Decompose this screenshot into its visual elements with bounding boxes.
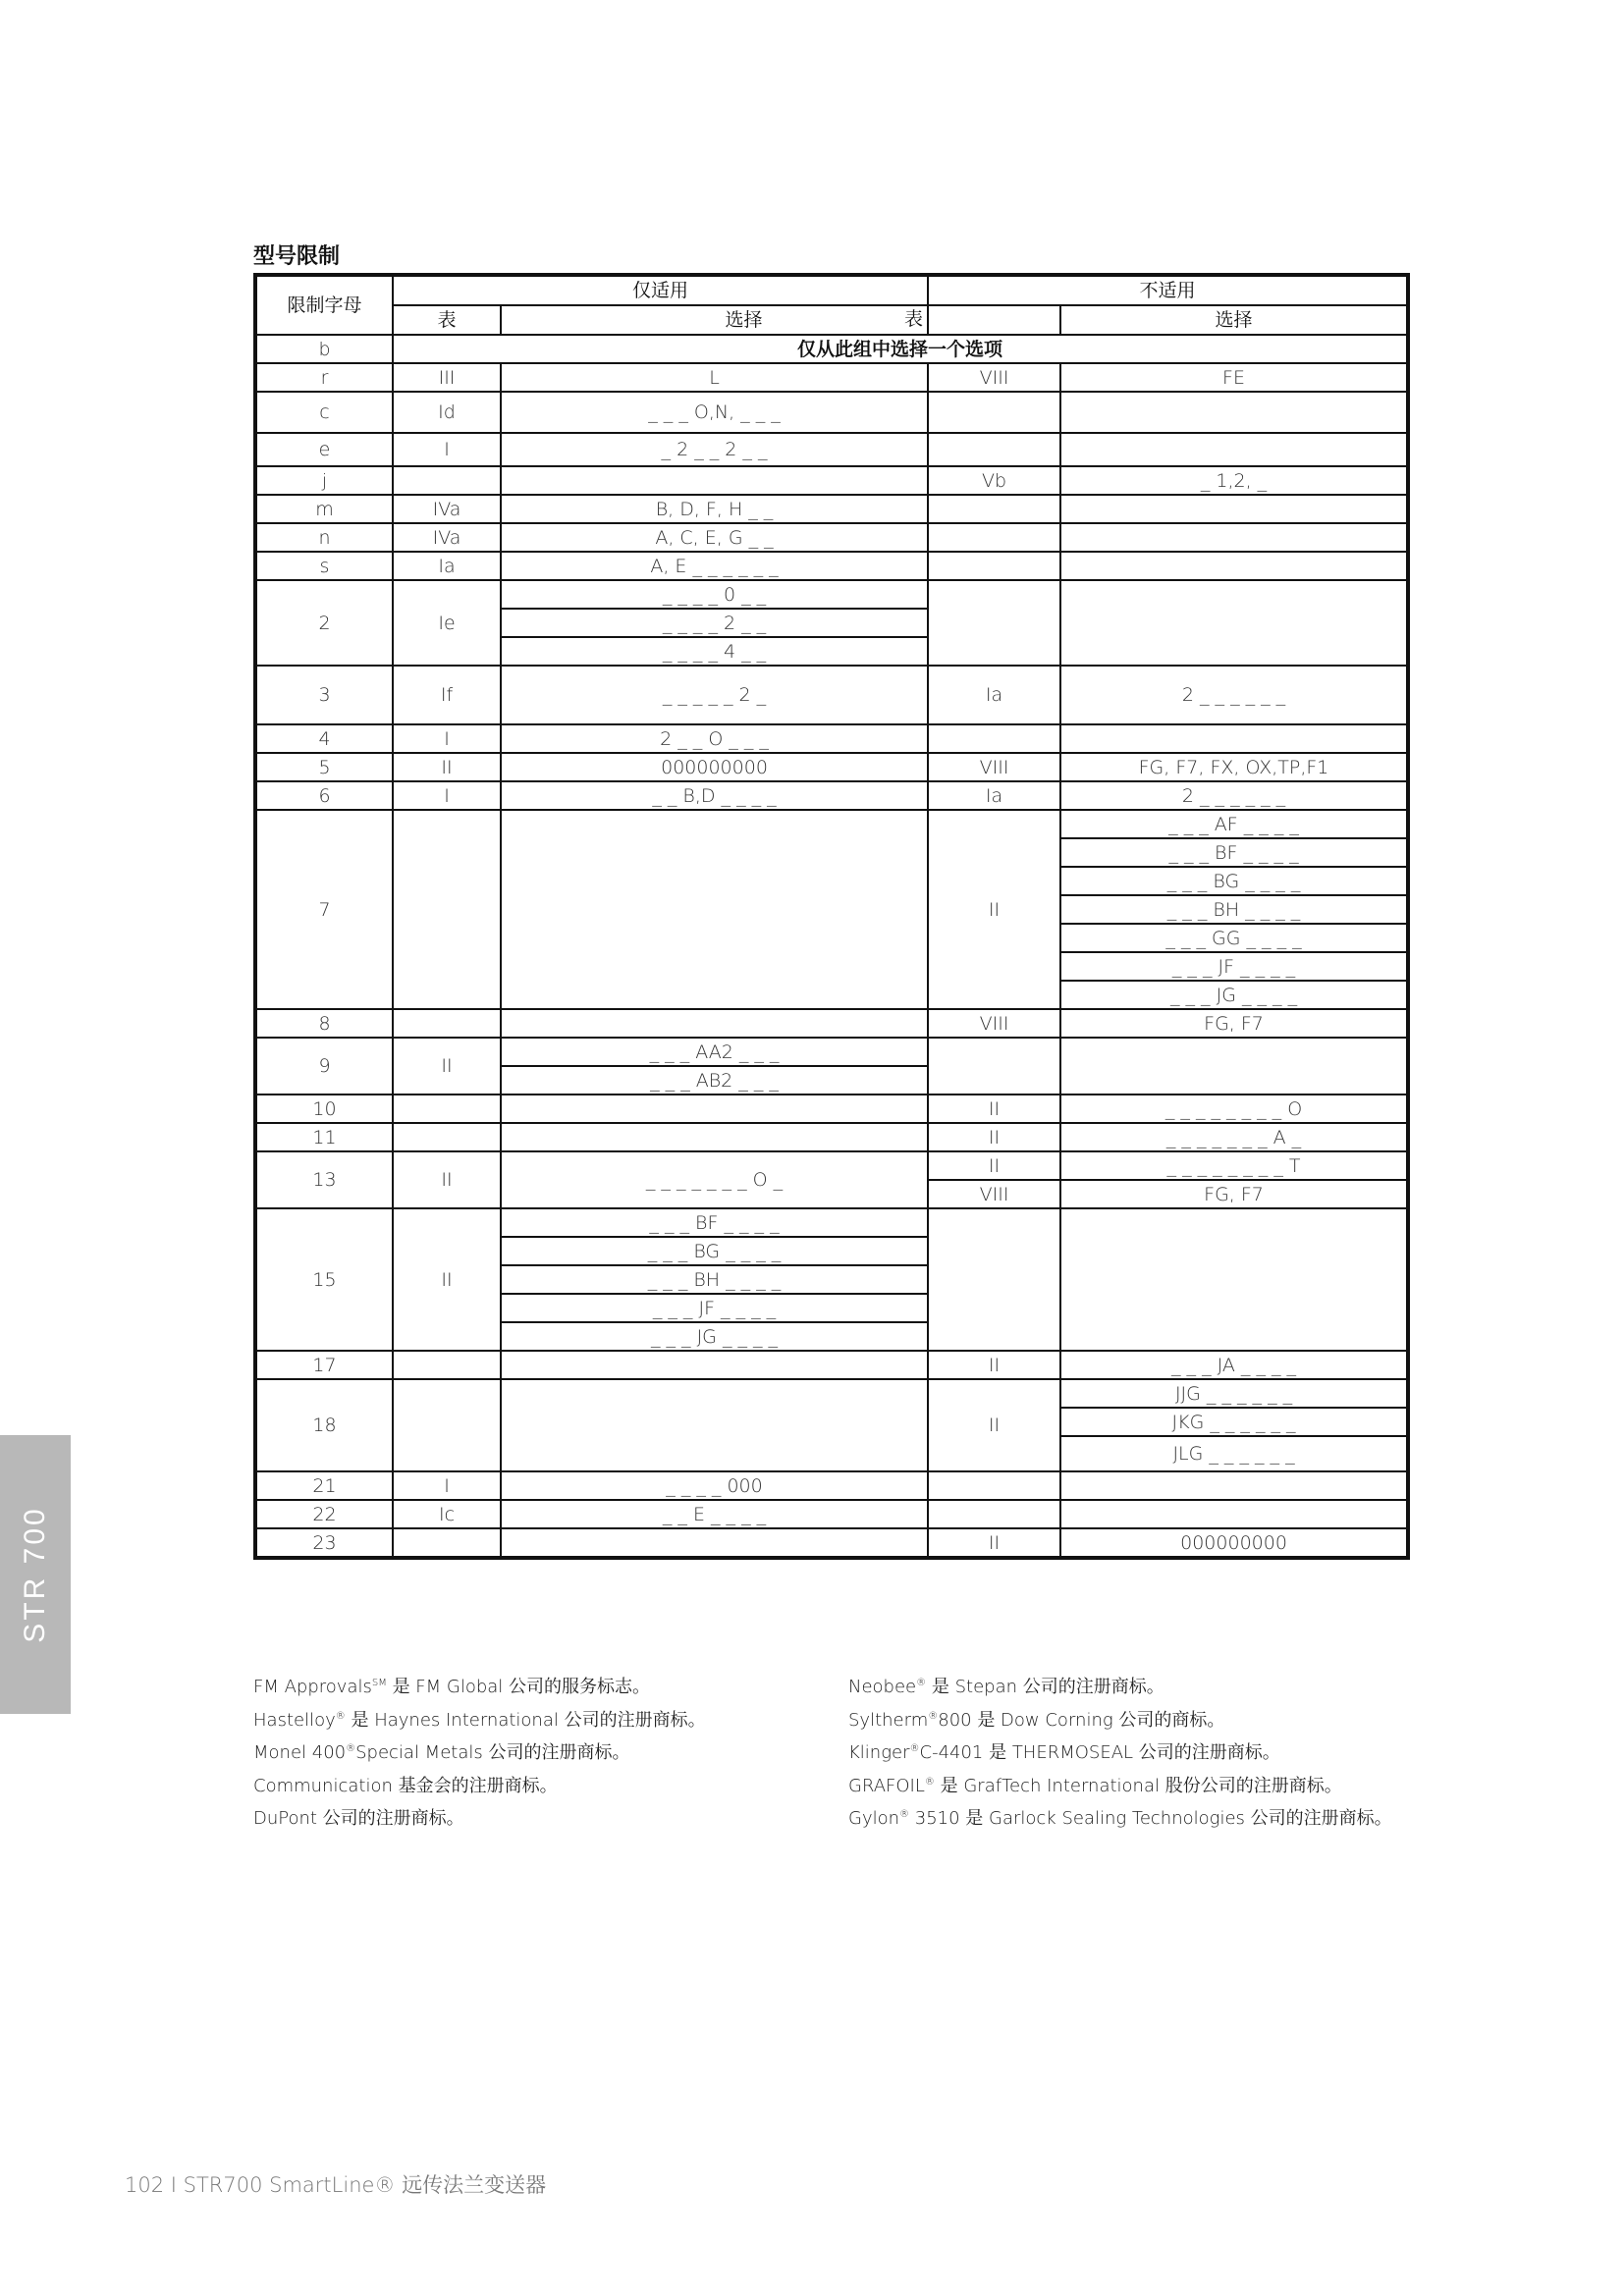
- header-not-applicable: 不适用: [928, 275, 1408, 305]
- trademark-note: Klinger®C-4401 是 THERMOSEAL 公司的注册商标。: [848, 1742, 1280, 1763]
- table-row: [255, 392, 1408, 433]
- restriction-letter: 22: [255, 1500, 393, 1528]
- applicable-selection: _ _ _ BH _ _ _ _: [501, 1265, 928, 1294]
- not-applicable-selection: 2 _ _ _ _ _ _: [1060, 781, 1408, 810]
- table-row: [255, 1351, 1408, 1379]
- applicable-selection: [501, 810, 928, 1009]
- restriction-letter: 13: [255, 1151, 393, 1208]
- not-applicable-selection: _ _ _ _ _ _ _ A _: [1060, 1123, 1408, 1151]
- not-applicable-selection: [1060, 552, 1408, 580]
- model-restrictions-table: [253, 273, 1410, 1560]
- table-row: [255, 495, 1408, 523]
- not-applicable-table: Ia: [928, 781, 1060, 810]
- applicable-table: [393, 1123, 501, 1151]
- header-not-applicable-selection: 选择: [1060, 305, 1408, 335]
- applicable-table: I: [393, 724, 501, 753]
- restriction-letter: m: [255, 495, 393, 523]
- restriction-letter: 15: [255, 1208, 393, 1351]
- applicable-selection: [501, 1009, 928, 1038]
- applicable-table: I: [393, 1471, 501, 1500]
- not-applicable-selection: [1060, 392, 1408, 433]
- not-applicable-table: [928, 433, 1060, 466]
- table-row: [255, 523, 1408, 552]
- not-applicable-selection: FE: [1060, 363, 1408, 392]
- restriction-letter: r: [255, 363, 393, 392]
- not-applicable-selection: _ _ _ BF _ _ _ _: [1060, 838, 1408, 867]
- restriction-letter: 11: [255, 1123, 393, 1151]
- table-row: [255, 1528, 1408, 1558]
- not-applicable-table: VIII: [928, 1180, 1060, 1208]
- table-row: [255, 433, 1408, 466]
- not-applicable-table: [928, 580, 1060, 666]
- applicable-selection: _ _ _ AB2 _ _ _: [501, 1066, 928, 1095]
- not-applicable-table: [928, 523, 1060, 552]
- applicable-selection: _ _ _ _ _ 2 _: [501, 666, 928, 724]
- restriction-letter: 2: [255, 580, 393, 666]
- table-row: [255, 1208, 1408, 1237]
- restriction-letter: 4: [255, 724, 393, 753]
- applicable-selection: _ _ _ O,N, _ _ _: [501, 392, 928, 433]
- restriction-letter: 7: [255, 810, 393, 1009]
- applicable-table: IVa: [393, 495, 501, 523]
- restriction-letter: e: [255, 433, 393, 466]
- not-applicable-selection: _ _ _ BG _ _ _ _: [1060, 867, 1408, 895]
- restriction-letter: 5: [255, 753, 393, 781]
- table-row: [255, 335, 1408, 363]
- side-tab: [0, 1435, 71, 1714]
- trademark-note: Communication 基金会的注册商标。: [253, 1775, 558, 1796]
- not-applicable-table: [928, 1500, 1060, 1528]
- not-applicable-selection: _ _ _ BH _ _ _ _: [1060, 895, 1408, 924]
- trademark-note: Monel 400®Special Metals 公司的注册商标。: [253, 1742, 630, 1763]
- not-applicable-selection: _ _ _ _ _ _ _ _ O: [1060, 1095, 1408, 1123]
- header-applicable-selection: [501, 305, 928, 335]
- table-row: [255, 1151, 1408, 1180]
- applicable-table: II: [393, 1038, 501, 1095]
- applicable-selection: [501, 1528, 928, 1558]
- not-applicable-selection: _ 1,2, _: [1060, 466, 1408, 495]
- not-applicable-selection: [1060, 495, 1408, 523]
- not-applicable-selection: FG, F7, FX, OX,TP,F1: [1060, 753, 1408, 781]
- not-applicable-selection: JKG _ _ _ _ _ _: [1060, 1408, 1408, 1436]
- applicable-selection: _ _ _ _ 2 _ _: [501, 609, 928, 637]
- table-subheader-row: [255, 305, 1408, 335]
- table-row: [255, 1095, 1408, 1123]
- not-applicable-table: II: [928, 810, 1060, 1009]
- applicable-selection: A, C, E, G _ _: [501, 523, 928, 552]
- applicable-table: [393, 810, 501, 1009]
- applicable-table: Ia: [393, 552, 501, 580]
- not-applicable-selection: _ _ _ _ _ _ _ _ T: [1060, 1151, 1408, 1180]
- not-applicable-table: II: [928, 1151, 1060, 1180]
- table-row: [255, 1123, 1408, 1151]
- restriction-letter: 10: [255, 1095, 393, 1123]
- table-row: [255, 363, 1408, 392]
- applicable-selection: _ _ B,D _ _ _ _: [501, 781, 928, 810]
- applicable-selection: _ _ _ JG _ _ _ _: [501, 1322, 928, 1351]
- not-applicable-table: VIII: [928, 1009, 1060, 1038]
- not-applicable-table: [928, 495, 1060, 523]
- applicable-selection: [501, 1379, 928, 1471]
- not-applicable-selection: [1060, 724, 1408, 753]
- trademark-note: GRAFOIL® 是 GrafTech International 股份公司的注册商标。: [848, 1775, 1342, 1796]
- applicable-table: [393, 1528, 501, 1558]
- not-applicable-selection: FG, F7: [1060, 1180, 1408, 1208]
- not-applicable-selection: [1060, 523, 1408, 552]
- applicable-selection: _ _ _ AA2 _ _ _: [501, 1038, 928, 1066]
- applicable-table: II: [393, 753, 501, 781]
- not-applicable-selection: [1060, 433, 1408, 466]
- restriction-note: 仅从此组中选择一个选项: [393, 335, 1408, 363]
- applicable-selection: 2 _ _ O _ _ _: [501, 724, 928, 753]
- table-header-row: [255, 275, 1408, 305]
- not-applicable-selection: [1060, 1500, 1408, 1528]
- not-applicable-table: [928, 552, 1060, 580]
- applicable-selection: L: [501, 363, 928, 392]
- not-applicable-selection: JLG _ _ _ _ _ _: [1060, 1436, 1408, 1471]
- applicable-table: II: [393, 1151, 501, 1208]
- applicable-selection: _ _ _ BG _ _ _ _: [501, 1237, 928, 1265]
- not-applicable-table: Ia: [928, 666, 1060, 724]
- applicable-table: IVa: [393, 523, 501, 552]
- applicable-selection: _ _ _ _ 0 _ _: [501, 580, 928, 609]
- applicable-selection: _ _ _ BF _ _ _ _: [501, 1208, 928, 1237]
- applicable-table: Id: [393, 392, 501, 433]
- not-applicable-selection: FG, F7: [1060, 1009, 1408, 1038]
- table-row: [255, 466, 1408, 495]
- applicable-selection: _ _ _ _ 000: [501, 1471, 928, 1500]
- applicable-selection: [501, 466, 928, 495]
- applicable-selection: 000000000: [501, 753, 928, 781]
- applicable-table: [393, 1351, 501, 1379]
- trademark-note: DuPont 公司的注册商标。: [253, 1808, 464, 1829]
- not-applicable-table: VIII: [928, 363, 1060, 392]
- restriction-letter: b: [255, 335, 393, 363]
- restriction-letter: 6: [255, 781, 393, 810]
- page-footer: 102 I STR700 SmartLine® 远传法兰变送器: [125, 2173, 547, 2197]
- table-row: [255, 781, 1408, 810]
- not-applicable-selection: [1060, 1208, 1408, 1351]
- not-applicable-selection: _ _ _ JF _ _ _ _: [1060, 952, 1408, 981]
- applicable-selection: [501, 1351, 928, 1379]
- not-applicable-table: [928, 392, 1060, 433]
- not-applicable-selection: 000000000: [1060, 1528, 1408, 1558]
- restriction-letter: 9: [255, 1038, 393, 1095]
- not-applicable-table: II: [928, 1351, 1060, 1379]
- applicable-selection: A, E _ _ _ _ _ _: [501, 552, 928, 580]
- not-applicable-selection: _ _ _ JG _ _ _ _: [1060, 981, 1408, 1009]
- restriction-letter: j: [255, 466, 393, 495]
- header-not-applicable-table: [928, 305, 1060, 335]
- not-applicable-table: II: [928, 1528, 1060, 1558]
- not-applicable-table: [928, 1208, 1060, 1351]
- not-applicable-selection: 2 _ _ _ _ _ _: [1060, 666, 1408, 724]
- not-applicable-selection: JJG _ _ _ _ _ _: [1060, 1379, 1408, 1408]
- applicable-selection: [501, 1123, 928, 1151]
- not-applicable-selection: _ _ _ JA _ _ _ _: [1060, 1351, 1408, 1379]
- restriction-letter: 18: [255, 1379, 393, 1471]
- section-title: 型号限制: [253, 244, 341, 269]
- not-applicable-selection: [1060, 1038, 1408, 1095]
- not-applicable-selection: _ _ _ AF _ _ _ _: [1060, 810, 1408, 838]
- applicable-table: II: [393, 1208, 501, 1351]
- applicable-table: Ic: [393, 1500, 501, 1528]
- trademark-note: Gylon® 3510 是 Garlock Sealing Technologies 公司的注册商标。: [848, 1808, 1392, 1829]
- header-table-label-right: 表: [904, 308, 924, 330]
- not-applicable-table: VIII: [928, 753, 1060, 781]
- applicable-table: [393, 1379, 501, 1471]
- side-tab-label: STR 700: [19, 1506, 51, 1643]
- not-applicable-table: [928, 1038, 1060, 1095]
- trademark-note: Neobee® 是 Stepan 公司的注册商标。: [848, 1677, 1164, 1697]
- restriction-letter: 17: [255, 1351, 393, 1379]
- trademark-note: Hastelloy® 是 Haynes International 公司的注册商标。: [253, 1709, 706, 1731]
- not-applicable-table: II: [928, 1379, 1060, 1471]
- applicable-selection: _ 2 _ _ 2 _ _: [501, 433, 928, 466]
- table-row: [255, 810, 1408, 838]
- trademark-notes-right: [848, 1671, 1392, 1836]
- trademark-note: FM Approvals℠ 是 FM Global 公司的服务标志。: [253, 1677, 651, 1697]
- restriction-letter: 8: [255, 1009, 393, 1038]
- applicable-selection: _ _ _ _ 4 _ _: [501, 637, 928, 666]
- not-applicable-selection: [1060, 580, 1408, 666]
- applicable-table: Ie: [393, 580, 501, 666]
- restriction-letter: n: [255, 523, 393, 552]
- applicable-selection: _ _ _ _ _ _ _ O _: [501, 1151, 928, 1208]
- not-applicable-selection: [1060, 1471, 1408, 1500]
- not-applicable-table: Vb: [928, 466, 1060, 495]
- applicable-table: [393, 1095, 501, 1123]
- restriction-letter: 21: [255, 1471, 393, 1500]
- header-selection-label: 选择: [725, 309, 763, 331]
- applicable-selection: [501, 1095, 928, 1123]
- applicable-selection: _ _ _ JF _ _ _ _: [501, 1294, 928, 1322]
- table-row: [255, 1038, 1408, 1066]
- table-row: [255, 1379, 1408, 1408]
- table-row: [255, 753, 1408, 781]
- applicable-table: If: [393, 666, 501, 724]
- not-applicable-table: [928, 724, 1060, 753]
- header-restriction-letter: 限制字母: [255, 275, 393, 335]
- restriction-letter: 23: [255, 1528, 393, 1558]
- table-row: [255, 580, 1408, 609]
- applicable-table: I: [393, 433, 501, 466]
- applicable-table: [393, 466, 501, 495]
- applicable-table: III: [393, 363, 501, 392]
- header-applicable: 仅适用: [393, 275, 928, 305]
- restriction-letter: s: [255, 552, 393, 580]
- applicable-selection: _ _ E _ _ _ _: [501, 1500, 928, 1528]
- trademark-note: Syltherm®800 是 Dow Corning 公司的商标。: [848, 1709, 1225, 1731]
- restriction-letter: c: [255, 392, 393, 433]
- table-row: [255, 1471, 1408, 1500]
- restriction-letter: 3: [255, 666, 393, 724]
- table-row: [255, 1500, 1408, 1528]
- table-row: [255, 1009, 1408, 1038]
- table-row: [255, 724, 1408, 753]
- applicable-table: I: [393, 781, 501, 810]
- not-applicable-table: II: [928, 1095, 1060, 1123]
- not-applicable-table: II: [928, 1123, 1060, 1151]
- header-applicable-table: 表: [393, 305, 501, 335]
- table-row: [255, 552, 1408, 580]
- trademark-notes-left: [253, 1671, 706, 1836]
- table-row: [255, 666, 1408, 724]
- applicable-selection: B, D, F, H _ _: [501, 495, 928, 523]
- not-applicable-table: [928, 1471, 1060, 1500]
- not-applicable-selection: _ _ _ GG _ _ _ _: [1060, 924, 1408, 952]
- applicable-table: [393, 1009, 501, 1038]
